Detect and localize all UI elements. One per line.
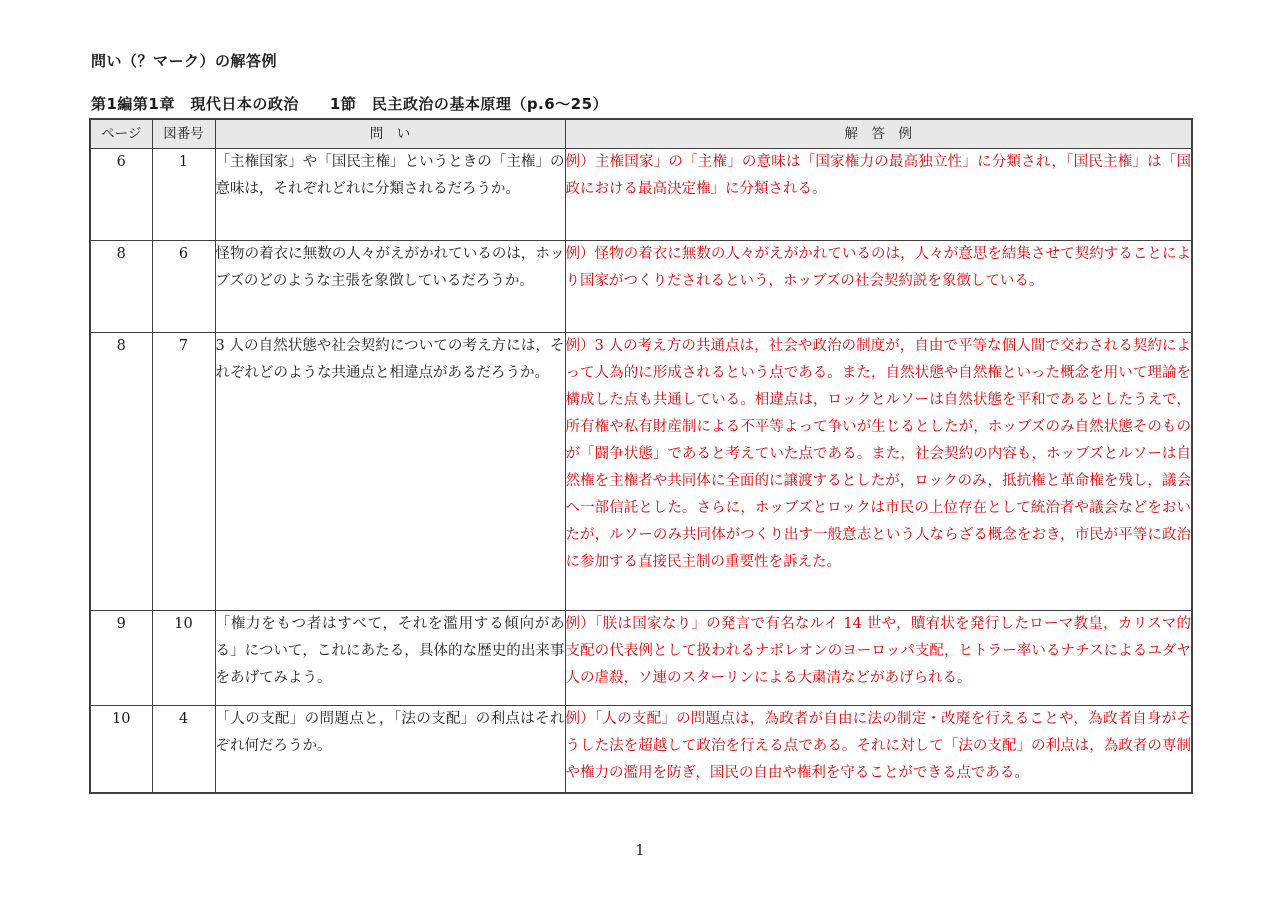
question-cell: 「人の支配」の問題点と，「法の支配」の利点はそれぞれ何だろうか。 xyxy=(215,706,565,793)
figure-number-cell: 10 xyxy=(152,611,215,706)
question-cell: 「権力をもつ者はすべて，それを濫用する傾向がある」について，これにあたる，具体的な歴史的出来事をあげてみよう。 xyxy=(215,611,565,706)
section-heading: 第1編第1章 現代日本の政治 1節 民主政治の基本原理（p.6～25） xyxy=(91,95,609,113)
page-number-cell: 6 xyxy=(90,149,152,241)
page-number-cell: 9 xyxy=(90,611,152,706)
figure-number-cell: 6 xyxy=(152,241,215,333)
document-title: 問い（？マーク）の解答例 xyxy=(91,52,278,70)
figure-number-cell: 7 xyxy=(152,333,215,611)
page-footer-number: 1 xyxy=(635,843,645,859)
page-number-cell: 10 xyxy=(90,706,152,793)
answer-cell: 例）怪物の着衣に無数の人々がえがかれているのは，人々が意思を結集させて契約することにより国家がつくりだされるという，ホッブズの社会契約説を象徴している。 xyxy=(565,241,1192,333)
answer-cell: 例）「人の支配」の問題点は，為政者が自由に法の制定・改廃を行えることや，為政者自身がそうした法を超越して政治を行える点である。それに対して「法の支配」の利点は，為政者の専制や権力の濫用を防ぎ，国民の自由や権利を守ることができる点である。 xyxy=(565,706,1192,793)
qa-table xyxy=(89,118,1193,794)
column-header-figure: 図番号 xyxy=(152,119,215,149)
question-cell: 怪物の着衣に無数の人々がえがかれているのは，ホッブズのどのような主張を象徴しているだろうか。 xyxy=(215,241,565,333)
answer-cell: 例）3 人の考え方の共通点は，社会や政治の制度が，自由で平等な個人間で交わされる契約によって人為的に形成されるという点である。また，自然状態や自然権といった概念を用いて理論を構成した点も共通している。相違点は，ロックとルソーは自然状態を平和であるとしたうえで，所有権や私有財産制による不平等よって争いが生じるとしたが，ホッブズのみ自然状態そのものが「闘争状態」であると考えていた点である。また，社会契約の内容も，ホッブズとルソーは自然権を主権者や共同体に全面的に譲渡するとしたが，ロックのみ，抵抗権と革命権を残し，議会へ一部信託とした。さらに，ホッブズとロックは市民の上位存在として統治者や議会などをおいたが，ルソーのみ共同体がつくり出す一般意志という人ならざる概念をおき，市民が平等に政治に参加する直接民主制の重要性を訴えた。 xyxy=(565,333,1192,611)
answer-cell: 例）「朕は国家なり」の発言で有名なルイ 14 世や，贖宥状を発行したローマ教皇，カリスマ的支配の代表例として扱われるナポレオンのヨーロッパ支配，ヒトラー率いるナチスによるユダヤ人の虐殺，ソ連のスターリンによる大粛清などがあげられる。 xyxy=(565,611,1192,706)
table-row xyxy=(90,241,1192,333)
table-row xyxy=(90,611,1192,706)
question-cell: 3 人の自然状態や社会契約についての考え方には，それぞれどのような共通点と相違点があるだろうか。 xyxy=(215,333,565,611)
column-header-page: ページ xyxy=(90,119,152,149)
figure-number-cell: 4 xyxy=(152,706,215,793)
table-row xyxy=(90,333,1192,611)
figure-number-cell: 1 xyxy=(152,149,215,241)
page-number-cell: 8 xyxy=(90,241,152,333)
answer-cell: 例）主権国家」の「主権」の意味は「国家権力の最高独立性」に分類され，「国民主権」は「国政における最高決定権」に分類される。 xyxy=(565,149,1192,241)
table-header-row xyxy=(90,119,1192,149)
page-number-cell: 8 xyxy=(90,333,152,611)
column-header-answer: 解 答 例 xyxy=(565,119,1192,149)
column-header-question: 問 い xyxy=(215,119,565,149)
question-cell: 「主権国家」や「国民主権」というときの「主権」の意味は，それぞれどれに分類されるだろうか。 xyxy=(215,149,565,241)
table-row xyxy=(90,706,1192,793)
table-row xyxy=(90,149,1192,241)
